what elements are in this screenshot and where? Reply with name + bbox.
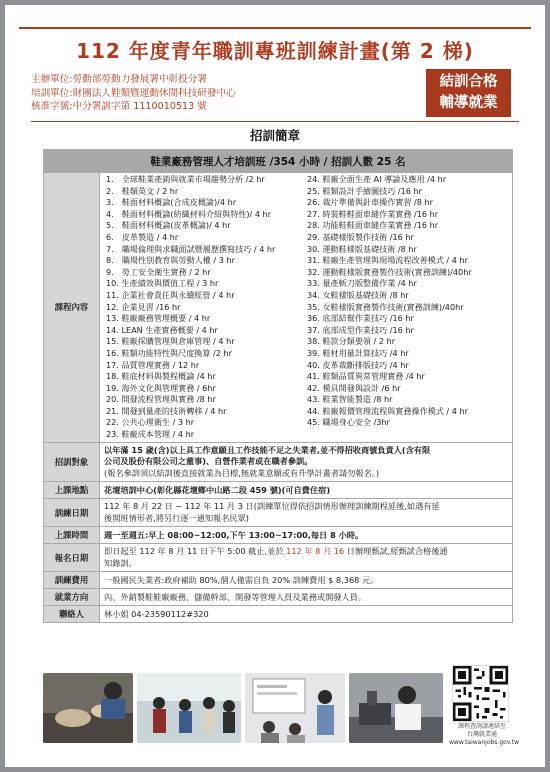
courses-label: 課程內容	[44, 173, 100, 443]
training-photo-4	[349, 673, 443, 743]
course-item: 3. 鞋面材料概論(合成皮概論)/4 hr	[106, 197, 237, 208]
training-photo-3	[245, 673, 345, 743]
target-line-3: (報名參訓須以結訓後直接就業為目標,無就業意願或有升學計畫者請勿報名。)	[104, 467, 380, 478]
course-item: 12. 企業見習 /16 hr	[106, 301, 181, 312]
course-item: 32. 運動鞋樣版實務製作技術(實務訓練)/40hr	[307, 266, 472, 277]
organizer-info	[31, 73, 236, 114]
course-item: 5. 鞋面材料概論(皮革概論)/ 4 hr	[106, 220, 231, 231]
fee-label: 訓練費用	[44, 572, 100, 589]
location-label: 上課地點	[44, 482, 100, 499]
course-item: 11. 企業社會責任與永續經營 / 4 hr	[106, 289, 235, 300]
course-item: 14. LEAN 生產實務概要 / 4 hr	[106, 324, 218, 335]
slogan-line-1: 結訓合格	[439, 74, 498, 90]
course-item: 39. 鞋材用量計算技巧 /4 hr	[307, 347, 409, 358]
course-item: 27. 時裝鞋鞋面車縫作業實務 /16 hr	[307, 208, 439, 219]
signup-text-a: 即日起至 112 年 8 月 11 日下午 5:00 截止,並於	[104, 546, 287, 557]
target-line-1: 以年滿 15 歲(含)以上具工作意願且工作技能不足之失業者,並不得招收商號負責人(含有限	[104, 444, 431, 455]
course-item: 34. 女鞋樣版基礎技術 /8 hr	[307, 289, 409, 300]
time-value: 週一至週五:早上 08:00~12:00,下午 13:00~17:00,每日 8 小時。	[100, 527, 513, 544]
course-item: 6. 皮革製造 / 4 hr	[106, 231, 179, 242]
dates-cell	[100, 499, 513, 527]
header-divider	[31, 121, 519, 122]
courses-right-column	[301, 173, 512, 430]
course-item: 15. 鞋廠採購管理與倉庫管理 / 4 hr	[106, 336, 235, 347]
signup-exam-date: 112 年 8 月 16	[286, 546, 345, 557]
course-item: 41. 鞋類品質異常管理實務 /4 hr	[307, 371, 425, 382]
course-item: 28. 功能鞋鞋面車縫作業實務 /16 hr	[307, 220, 439, 231]
course-item: 29. 基礎樣版製作技術 /16 hr	[307, 231, 414, 242]
course-item: 33. 量產斬刀版整備作業 /4 hr	[307, 278, 417, 289]
slogan-box	[426, 69, 511, 117]
course-item: 4. 鞋面材料概論(紡織材料介紹與特性)/ 4 hr	[106, 208, 272, 219]
course-item: 18. 鞋底材料與製程概論 /4 hr	[106, 371, 216, 382]
course-item: 2. 鞋類英文 / 2 hr	[106, 185, 179, 196]
course-item: 16. 鞋類功能特性與尺度換算 /2 hr	[106, 347, 232, 358]
page-title: 112 年度青年職訓專班訓練計畫(第 2 梯)	[76, 39, 474, 63]
course-item: 40. 皮革裁斷排版技巧 /4 hr	[307, 359, 409, 370]
course-item: 19. 海外文化與管理實務 / 6hr	[106, 382, 216, 393]
course-item: 1. 全球鞋業產銷與就業市場趨勢分析 /2 hr	[106, 174, 265, 184]
signup-label: 報名日期	[44, 544, 100, 572]
trainer-line: 培訓單位:財團法人鞋類暨運動休閒科技研發中心	[31, 87, 236, 99]
target-cell	[100, 442, 513, 482]
qr-caption	[449, 723, 520, 747]
course-item: 17. 品質管理實務 / 12 hr	[106, 359, 200, 370]
time-label: 上課時間	[44, 527, 100, 544]
course-item: 21. 開發到量產的技術轉移 / 4 hr	[106, 405, 227, 416]
signup-text-b: 日辦理甄試,經甄試合格後通	[344, 546, 448, 557]
course-item: 36. 底部結幫作業技巧 /16 hr	[307, 313, 414, 324]
target-label: 招訓對象	[44, 442, 100, 482]
qr-caption-url[interactable]: www.taiwanjobs.gov.tw	[449, 739, 520, 746]
course-item: 26. 裁片準備與針車操作實習 /8 hr	[307, 197, 433, 208]
qr-code[interactable]	[452, 665, 509, 722]
training-photos	[43, 673, 443, 743]
training-photo-1	[43, 673, 133, 743]
course-item: 35. 女鞋樣版實務製作技術(實務訓練)/40hr	[307, 301, 464, 312]
course-item: 38. 鞋款分類要領 / 2 hr	[307, 336, 396, 347]
approval-line: 核准字號:中分署訓字第 1110010513 號	[31, 101, 207, 112]
course-item: 22. 公共心理衛生 / 3 hr	[106, 417, 195, 428]
dates-line-1: 112 年 8 月 22 日 ~ 112 年 11 月 3 日(訓練單位得依招訓情形辦理訓練期程延後,如遇有延	[104, 501, 440, 512]
contact-value: 林小姐 04-23590112#320	[100, 606, 513, 623]
course-item: 10. 生產績效與價值工程 / 3 hr	[106, 278, 219, 289]
section-title: 招訓簡章	[249, 128, 300, 143]
qr-caption-line-1: 課程查詢請連結至	[457, 723, 506, 730]
course-item: 44. 鞋廠報價管理流程與實務操作模式 / 4 hr	[307, 405, 468, 416]
slogan-line-2: 輔導就業	[439, 95, 498, 111]
course-header: 鞋業廠務管理人才培訓班 /354 小時 / 招訓人數 25 名	[44, 150, 513, 173]
course-item: 24. 鞋廠全面生產 AI 導論及應用 /4 hr	[307, 174, 447, 184]
location-value: 花壇培訓中心(彰化縣花壇鄉中山路二段 459 號)(可自費住宿)	[100, 482, 513, 499]
signup-line-2: 知錄訓。	[104, 557, 137, 568]
courses-left-column	[100, 173, 301, 442]
course-item: 42. 模具開發與設計 /6 hr	[307, 382, 401, 393]
courses-cell	[100, 173, 513, 443]
fee-value: 一般國民失業者:政府補助 80%,個人僅需自負 20% 訓練費用 $ 8,368 元。	[100, 572, 513, 589]
course-item: 9. 勞工安全衛生實務 / 2 hr	[106, 266, 211, 277]
target-line-2: 公司及股份有限公司之董事)、自營作業者或在職者參訓。	[104, 456, 313, 467]
course-item: 31. 鞋廠生產管理與現場流程改善模式 / 4 hr	[307, 255, 468, 266]
dates-line-2: 後開班情形者,將另行逐一通知報名民眾)	[104, 512, 249, 523]
course-table	[43, 149, 513, 623]
top-divider	[19, 27, 531, 29]
course-item: 43. 鞋業智能製造 /8 hr	[307, 394, 393, 405]
organizer-line: 主辦單位:勞動部勞動力發展署中彰投分署	[31, 74, 207, 85]
course-item: 30. 運動鞋樣版基礎技術 /8 hr	[307, 243, 417, 254]
qr-caption-line-2: 台灣就業通	[466, 731, 497, 738]
course-item: 25. 鞋類設計手繪圖技巧 /16 hr	[307, 185, 422, 196]
course-item: 20. 開發流程管理與實務 /8 hr	[106, 394, 216, 405]
course-item: 13. 鞋廠廠務管理概要 / 4 hr	[106, 313, 211, 324]
course-item: 37. 底部成型作業技巧 /16 hr	[307, 324, 414, 335]
career-label: 就業方向	[44, 589, 100, 606]
course-item: 8. 職場性別教育與勞動人權 / 3 hr	[106, 255, 235, 266]
training-photo-2	[137, 673, 241, 743]
course-item: 7. 職場倫理與求職面試暨履歷撰寫技巧 / 4 hr	[106, 243, 276, 254]
course-item: 23. 鞋廠成本管理 / 4 hr	[106, 429, 195, 440]
signup-cell	[100, 544, 513, 572]
career-value: 內、外銷製鞋鞋廠廠務、儲備幹部、開發等管理人員及業務或開發人員。	[100, 589, 513, 606]
contact-label: 聯絡人	[44, 606, 100, 623]
dates-label: 訓練日期	[44, 499, 100, 527]
course-item: 45. 職場身心安全 /3hr	[307, 417, 390, 428]
